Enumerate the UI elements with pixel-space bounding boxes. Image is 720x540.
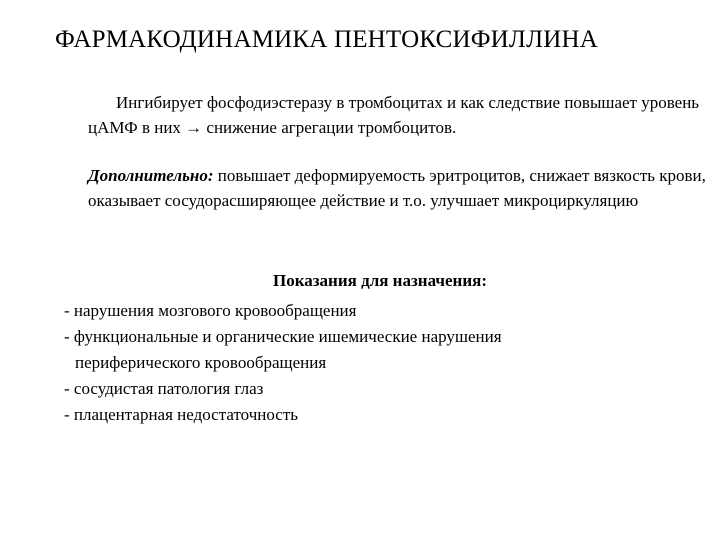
- list-item-text: - нарушения мозгового кровообращения: [64, 301, 357, 320]
- list-item-text: - сосудистая патология глаз: [64, 379, 264, 398]
- list-item-text: - функциональные и органические ишемические нарушения: [64, 327, 502, 346]
- slide-title: ФАРМАКОДИНАМИКА ПЕНТОКСИФИЛЛИНА: [55, 26, 598, 53]
- list-item: [64, 402, 704, 428]
- list-item-text: - плацентарная недостаточность: [64, 405, 299, 424]
- indications-title: Показания для назначения:: [272, 271, 488, 290]
- indications-list: [64, 298, 704, 428]
- list-item-continuation: периферического кровообращения: [75, 353, 327, 372]
- additional-label: Дополнительно:: [88, 166, 214, 185]
- additional-text: повышает деформируемость эритроцитов, снижает вязкость крови, оказывает сосудорасширяющее действие и т.о. улучшает микроциркуляцию: [88, 166, 706, 210]
- additional-effects-paragraph: [88, 163, 708, 213]
- mechanism-paragraph: Ингибирует фосфодиэстеразу в тромбоцитах и как следствие повышает уровень цАМФ в них → снижение агрегации тромбоцитов.: [88, 93, 700, 137]
- list-item: [64, 298, 704, 324]
- list-item: [64, 376, 704, 402]
- list-item: [64, 324, 704, 376]
